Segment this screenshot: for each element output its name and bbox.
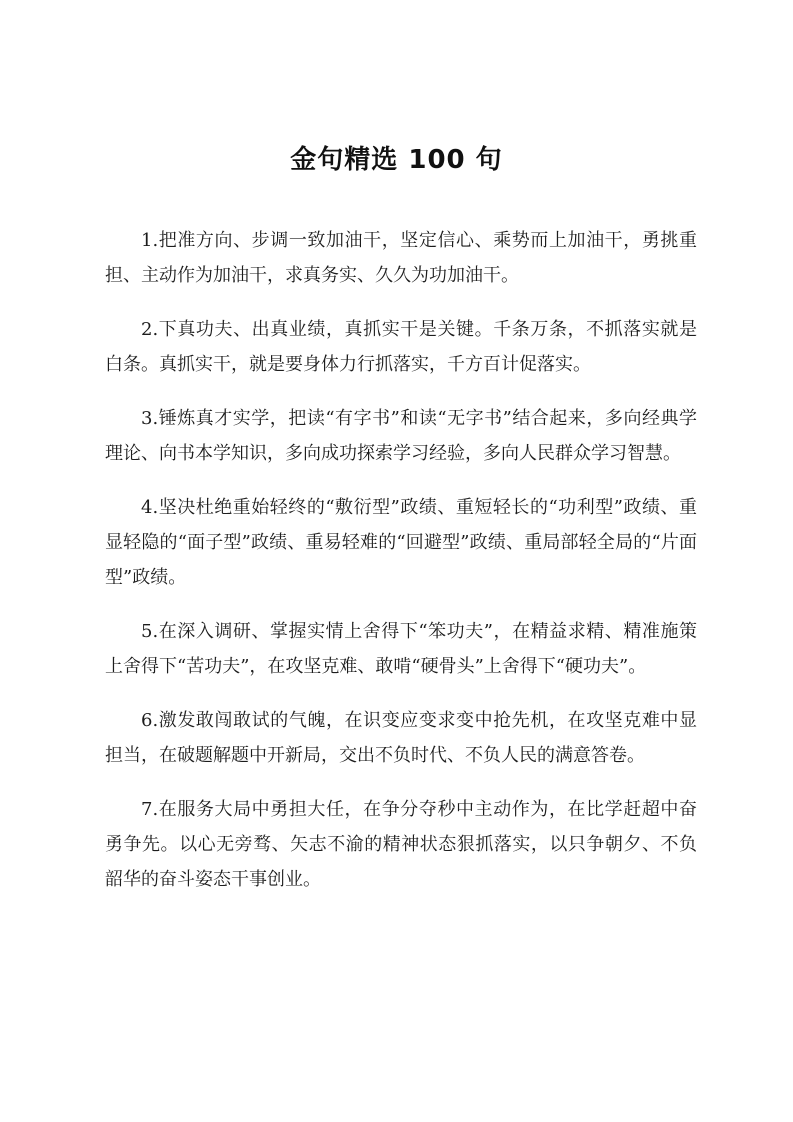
paragraph-4: 4.坚决杜绝重始轻终的“敷衍型”政绩、重短轻长的“功利型”政绩、重显轻隐的“面子型”政绩、重易轻难的“回避型”政绩、重局部轻全局的“片面型”政绩。 (105, 497, 697, 588)
paragraph-6: 6.激发敢闯敢试的气魄，在识变应变求变中抢先机，在攻坚克难中显担当，在破题解题中开新局，交出不负时代、不负人民的满意答卷。 (105, 710, 697, 766)
document-body (105, 223, 697, 916)
paragraph-1: 1.把准方向、步调一致加油干，坚定信心、乘势而上加油干，勇挑重担、主动作为加油干，求真务实、久久为功加油干。 (105, 230, 697, 286)
paragraph-3: 3.锤炼真才实学，把读“有字书”和读“无字书”结合起来，多向经典学理论、向书本学知识，多向成功探索学习经验，多向人民群众学习智慧。 (105, 408, 697, 464)
document-title: 金句精选 100 句 (290, 145, 503, 175)
paragraph-2: 2.下真功夫、出真业绩，真抓实干是关键。千条万条，不抓落实就是白条。真抓实干，就是要身体力行抓落实，千方百计促落实。 (105, 319, 697, 375)
paragraph-5: 5.在深入调研、掌握实情上舍得下“笨功夫”，在精益求精、精准施策上舍得下“苦功夫”，在攻坚克难、敢啃“硬骨头”上舍得下“硬功夫”。 (105, 621, 697, 677)
paragraph-7: 7.在服务大局中勇担大任，在争分夺秒中主动作为，在比学赶超中奋勇争先。以心无旁骛、矢志不渝的精神状态狠抓落实，以只争朝夕、不负韶华的奋斗姿态干事创业。 (105, 799, 697, 890)
